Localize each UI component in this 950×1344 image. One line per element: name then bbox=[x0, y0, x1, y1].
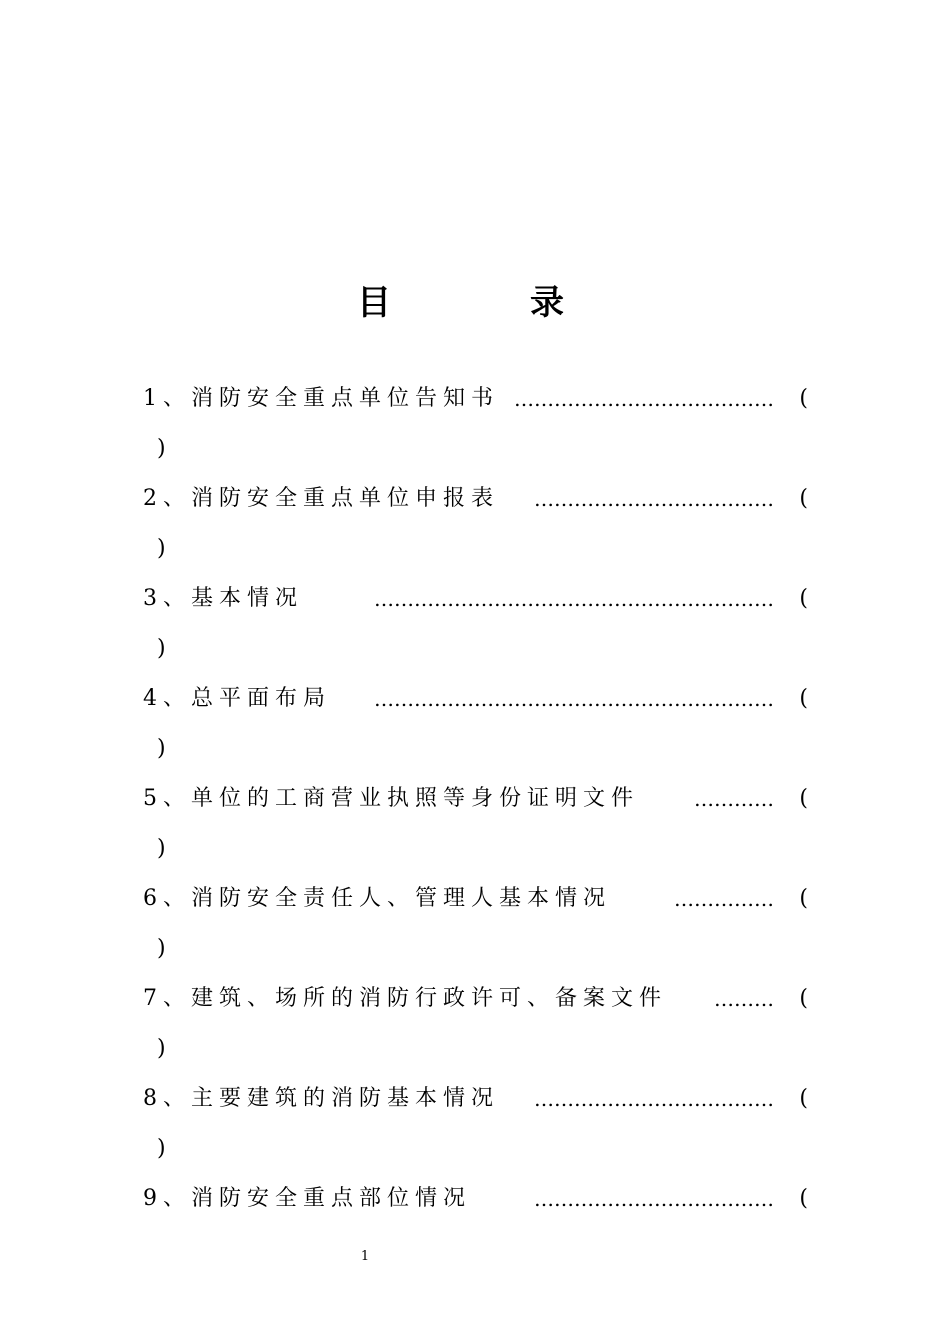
toc-entry-title: 消防安全重点单位告知书 bbox=[191, 386, 500, 411]
toc-leader-dots: ……………………………… bbox=[534, 1187, 774, 1211]
toc-leader-dots: …………… bbox=[674, 887, 774, 911]
toc-entry-number: 2、 bbox=[143, 486, 191, 511]
toc-entry-number: 6、 bbox=[143, 886, 191, 911]
toc-entry-number: 4、 bbox=[143, 686, 191, 711]
toc-open-paren: ( bbox=[799, 386, 808, 411]
toc-open-paren: ( bbox=[799, 886, 808, 911]
toc-entry-title: 消防安全责任人、管理人基本情况 bbox=[191, 886, 612, 911]
toc-entry-9 bbox=[143, 1176, 808, 1276]
toc-leader-dots: …………………………………………………… bbox=[374, 587, 774, 611]
toc-leader-dots: ………………………………… bbox=[514, 387, 774, 411]
toc-entry-title: 单位的工商营业执照等身份证明文件 bbox=[191, 786, 640, 811]
toc-close-paren: ) bbox=[157, 636, 166, 661]
toc-leader-dots: ……… bbox=[714, 987, 774, 1011]
toc-entry-number: 3、 bbox=[143, 586, 191, 611]
toc-entry-number: 9、 bbox=[143, 1186, 191, 1211]
toc-entry-3 bbox=[143, 576, 808, 676]
title-char-2: 录 bbox=[530, 283, 564, 323]
toc-entry-7 bbox=[143, 976, 808, 1076]
toc-entry-2 bbox=[143, 476, 808, 576]
toc-leader-dots: ………… bbox=[694, 787, 774, 811]
toc-entry-title: 基本情况 bbox=[191, 586, 304, 611]
toc-entry-5 bbox=[143, 776, 808, 876]
toc-entry-4 bbox=[143, 676, 808, 776]
toc-open-paren: ( bbox=[799, 586, 808, 611]
table-of-contents bbox=[143, 376, 808, 1276]
toc-entry-title: 主要建筑的消防基本情况 bbox=[191, 1086, 500, 1111]
toc-open-paren: ( bbox=[799, 686, 808, 711]
toc-entry-title: 消防安全重点部位情况 bbox=[191, 1186, 472, 1211]
toc-open-paren: ( bbox=[799, 1186, 808, 1211]
toc-entry-1 bbox=[143, 376, 808, 476]
toc-entry-title: 总平面布局 bbox=[191, 686, 332, 711]
toc-open-paren: ( bbox=[799, 486, 808, 511]
toc-close-paren: ) bbox=[157, 536, 166, 561]
toc-leader-dots: ……………………………… bbox=[534, 487, 774, 511]
toc-entry-number: 1、 bbox=[143, 386, 191, 411]
toc-entry-8 bbox=[143, 1076, 808, 1176]
toc-leader-dots: …………………………………………………… bbox=[374, 687, 774, 711]
toc-entry-number: 7、 bbox=[143, 986, 191, 1011]
toc-entry-6 bbox=[143, 876, 808, 976]
toc-leader-dots: ……………………………… bbox=[534, 1087, 774, 1111]
toc-entry-number: 5、 bbox=[143, 786, 191, 811]
title-char-1: 目 bbox=[357, 283, 391, 323]
toc-open-paren: ( bbox=[799, 1086, 808, 1111]
toc-close-paren: ) bbox=[157, 736, 166, 761]
toc-close-paren: ) bbox=[157, 1136, 166, 1161]
toc-entry-number: 8、 bbox=[143, 1086, 191, 1111]
toc-entry-title: 建筑、场所的消防行政许可、备案文件 bbox=[191, 986, 668, 1011]
page-title bbox=[0, 278, 950, 328]
toc-open-paren: ( bbox=[799, 786, 808, 811]
toc-close-paren: ) bbox=[157, 1036, 166, 1061]
page-number: 1 bbox=[360, 1249, 370, 1264]
toc-entry-title: 消防安全重点单位申报表 bbox=[191, 486, 500, 511]
toc-close-paren: ) bbox=[157, 936, 166, 961]
toc-close-paren: ) bbox=[157, 836, 166, 861]
toc-open-paren: ( bbox=[799, 986, 808, 1011]
toc-close-paren: ) bbox=[157, 436, 166, 461]
